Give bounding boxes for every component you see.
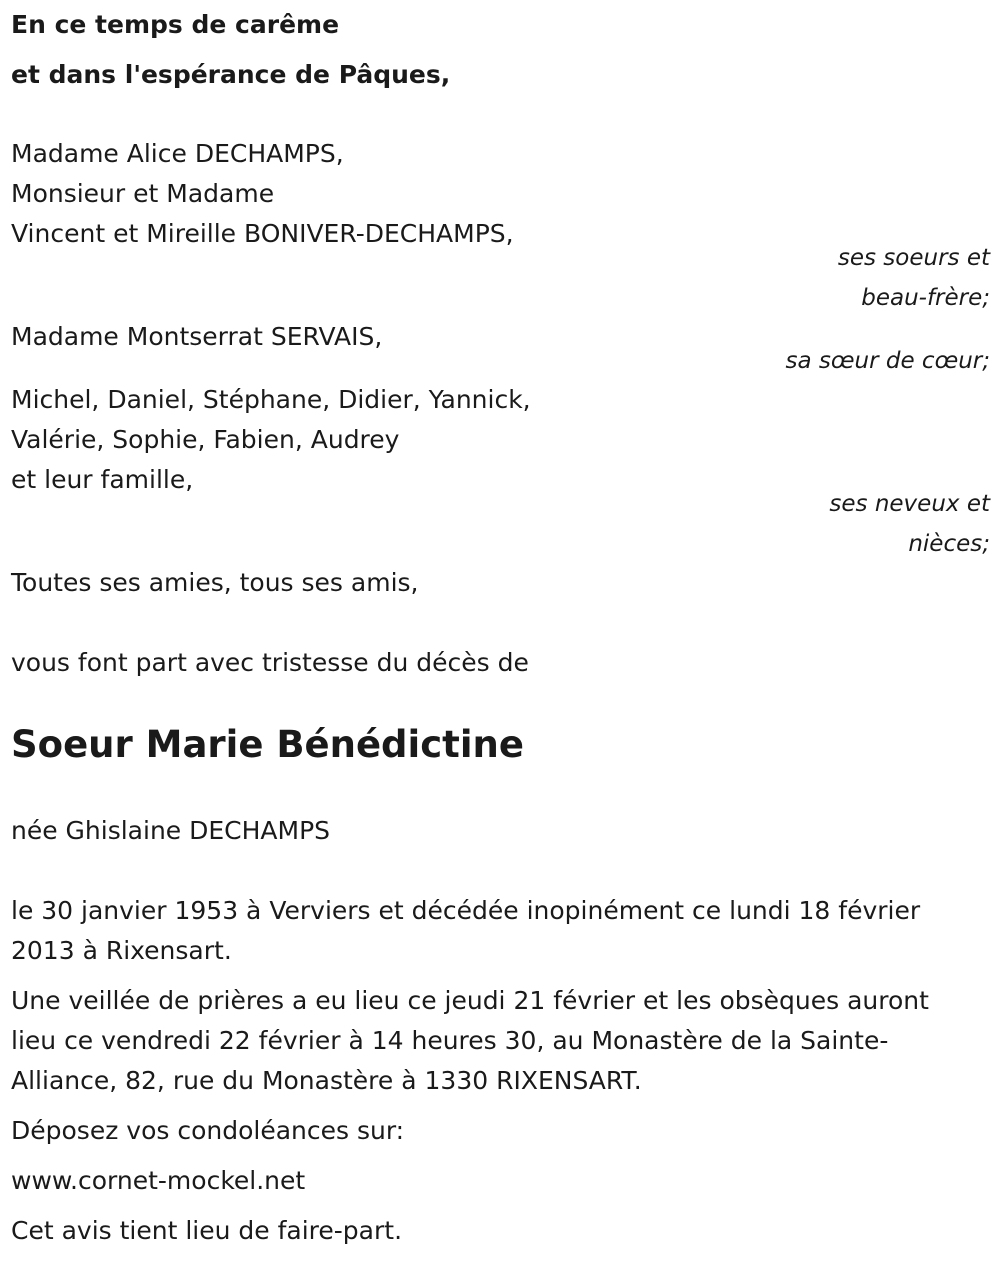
family-sisters-line-1: Madame Alice DECHAMPS,: [11, 139, 344, 168]
family-sisters-line-3: Vincent et Mireille BONIVER-DECHAMPS,: [11, 219, 514, 248]
heart-sister-name: Madame Montserrat SERVAIS,: [11, 322, 383, 351]
friends-line: Toutes ses amies, tous ses amis,: [11, 568, 419, 597]
nephews-line-1: Michel, Daniel, Stéphane, Didier, Yannick,: [11, 385, 531, 414]
dates-line-1: le 30 janvier 1953 à Verviers et décédée inopinément ce lundi 18 février: [11, 896, 921, 925]
intro-line-2: et dans l'espérance de Pâques,: [11, 60, 451, 89]
nephews-relation-line-2: nièces;: [908, 531, 990, 557]
birth-name: née Ghislaine DECHAMPS: [11, 816, 331, 845]
ceremony-line-2: lieu ce vendredi 22 février à 14 heures 30, au Monastère de la Sainte-: [11, 1026, 889, 1055]
heart-sister-relation: sa sœur de cœur;: [785, 348, 990, 374]
sisters-relation-line-1: ses soeurs et: [837, 245, 990, 271]
announcement-line: vous font part avec tristesse du décès de: [11, 648, 529, 677]
intro-line-1: En ce temps de carême: [11, 10, 340, 39]
dates-line-2: 2013 à Rixensart.: [11, 936, 232, 965]
family-sisters-line-2: Monsieur et Madame: [11, 179, 275, 208]
website-link[interactable]: www.cornet-mockel.net: [11, 1166, 306, 1195]
sisters-relation-line-2: beau-frère;: [861, 285, 990, 311]
ceremony-line-1: Une veillée de prières a eu lieu ce jeudi 21 février et les obsèques auront: [11, 986, 929, 1015]
nephews-line-3: et leur famille,: [11, 465, 194, 494]
ceremony-line-3: Alliance, 82, rue du Monastère à 1330 RIXENSART.: [11, 1066, 642, 1095]
closing-line: Cet avis tient lieu de faire-part.: [11, 1216, 403, 1245]
deceased-name: Soeur Marie Bénédictine: [11, 723, 524, 766]
nephews-line-2: Valérie, Sophie, Fabien, Audrey: [11, 425, 400, 454]
condolences-label: Déposez vos condoléances sur:: [11, 1116, 405, 1145]
nephews-relation-line-1: ses neveux et: [829, 491, 990, 517]
